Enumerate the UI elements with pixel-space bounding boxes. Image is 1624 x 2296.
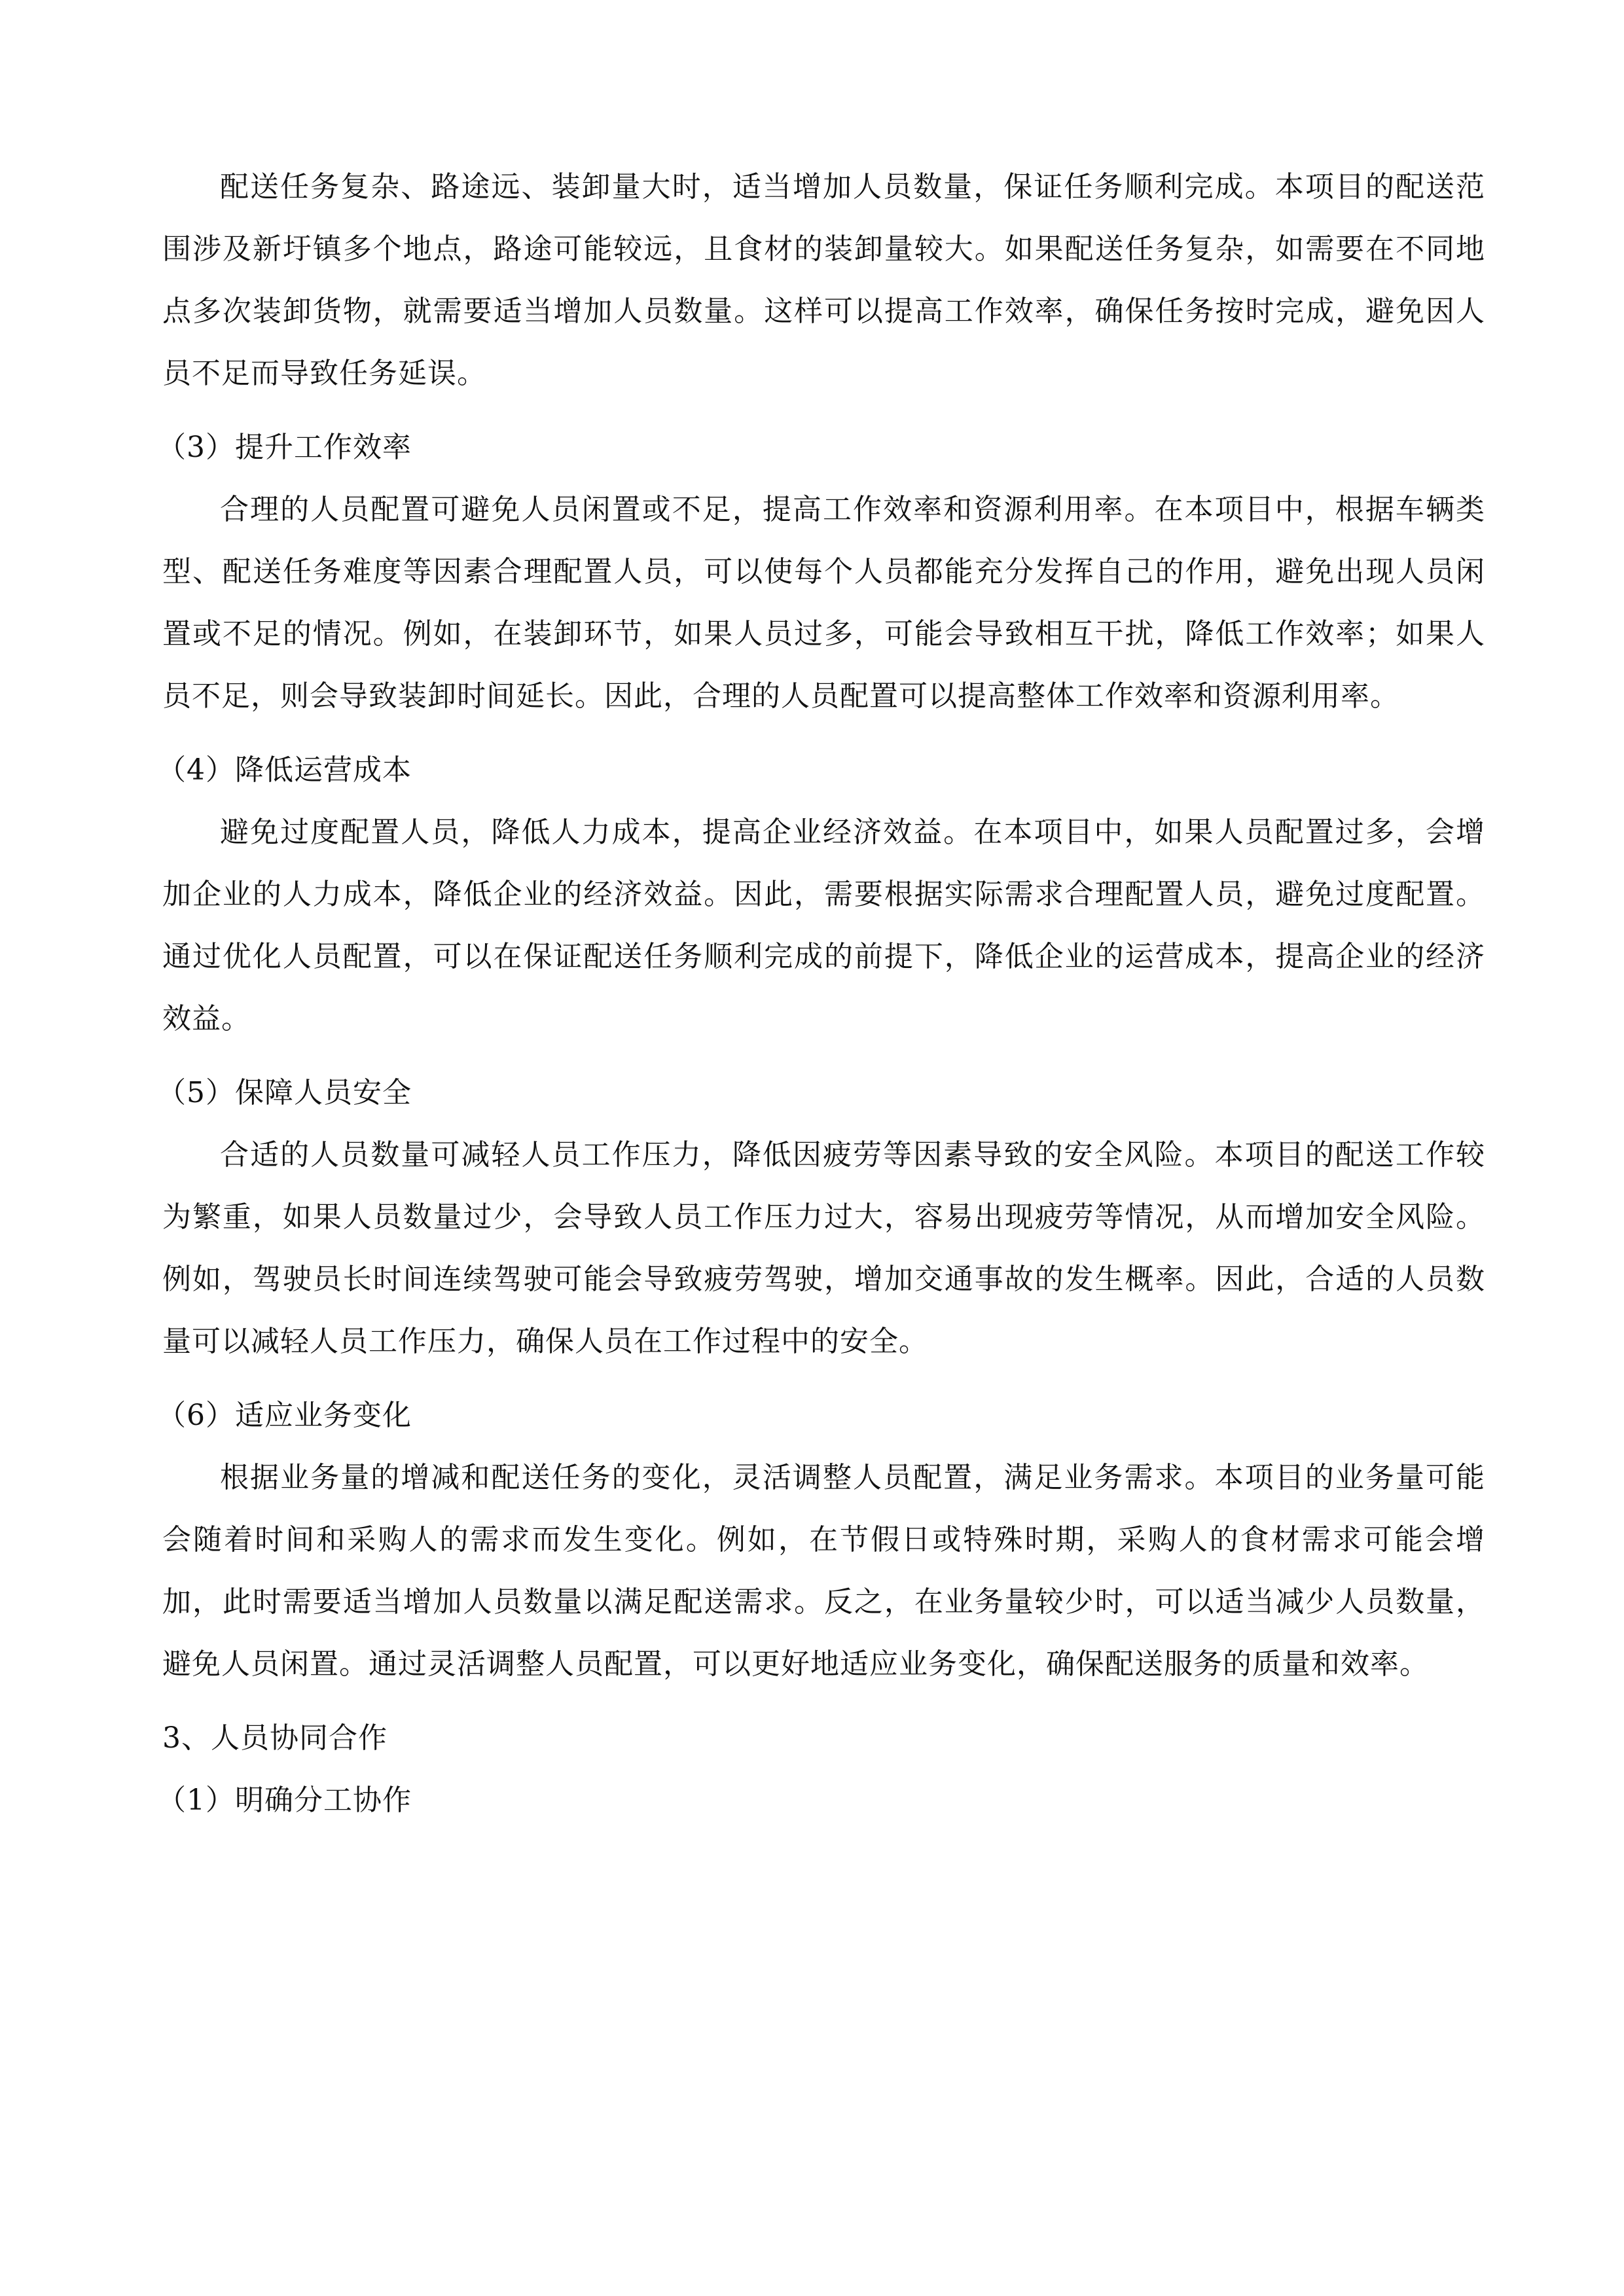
heading-ensure-safety: （5）保障人员安全 xyxy=(157,1076,412,1109)
paragraph-improve-efficiency: 合理的人员配置可避免人员闲置或不足，提高工作效率和资源利用率。在本项目中，根据车辆类型、配送任务难度等因素合理配置人员，可以使每个人员都能充分发挥自己的作用，避免出现人员闲置或不足的情况。例如，在装卸环节，如果人员过多，可能会导致相互干扰，降低工作效率；如果人员不足，则会导致装卸时间延长。因此，合理的人员配置可以提高整体工作效率和资源利用率。 xyxy=(162,493,1485,713)
paragraph-task-complexity: 配送任务复杂、路途远、装卸量大时，适当增加人员数量，保证任务顺利完成。本项目的配送范围涉及新圩镇多个地点，路途可能较远，且食材的装卸量较大。如果配送任务复杂，如需要在不同地点多次装卸货物，就需要适当增加人员数量。这样可以提高工作效率，确保任务按时完成，避免因人员不足而导致任务延误。 xyxy=(162,170,1485,390)
paragraph-reduce-cost: 避免过度配置人员，降低人力成本，提高企业经济效益。在本项目中，如果人员配置过多，会增加企业的人力成本，降低企业的经济效益。因此，需要根据实际需求合理配置人员，避免过度配置。通过优化人员配置，可以在保证配送任务顺利完成的前提下，降低企业的运营成本，提高企业的经济效益。 xyxy=(162,816,1485,1035)
heading-reduce-cost: （4）降低运营成本 xyxy=(157,753,412,787)
heading-clear-division: （1）明确分工协作 xyxy=(157,1784,412,1817)
paragraph-adapt-business: 根据业务量的增减和配送任务的变化，灵活调整人员配置，满足业务需求。本项目的业务量可能会随着时间和采购人的需求而发生变化。例如，在节假日或特殊时期，采购人的食材需求可能会增加，此时需要适当增加人员数量以满足配送需求。反之，在业务量较少时，可以适当减少人员数量，避免人员闲置。通过灵活调整人员配置，可以更好地适应业务变化，确保配送服务的质量和效率。 xyxy=(162,1461,1485,1681)
heading-adapt-business: （6）适应业务变化 xyxy=(157,1399,412,1432)
heading-staff-cooperation: 3、人员协同合作 xyxy=(162,1721,388,1755)
heading-improve-efficiency: （3）提升工作效率 xyxy=(157,431,412,464)
paragraph-ensure-safety: 合适的人员数量可减轻人员工作压力，降低因疲劳等因素导致的安全风险。本项目的配送工作较为繁重，如果人员数量过少，会导致人员工作压力过大，容易出现疲劳等情况，从而增加安全风险。例如，驾驶员长时间连续驾驶可能会导致疲劳驾驶，增加交通事故的发生概率。因此，合适的人员数量可以减轻人员工作压力，确保人员在工作过程中的安全。 xyxy=(162,1138,1485,1358)
